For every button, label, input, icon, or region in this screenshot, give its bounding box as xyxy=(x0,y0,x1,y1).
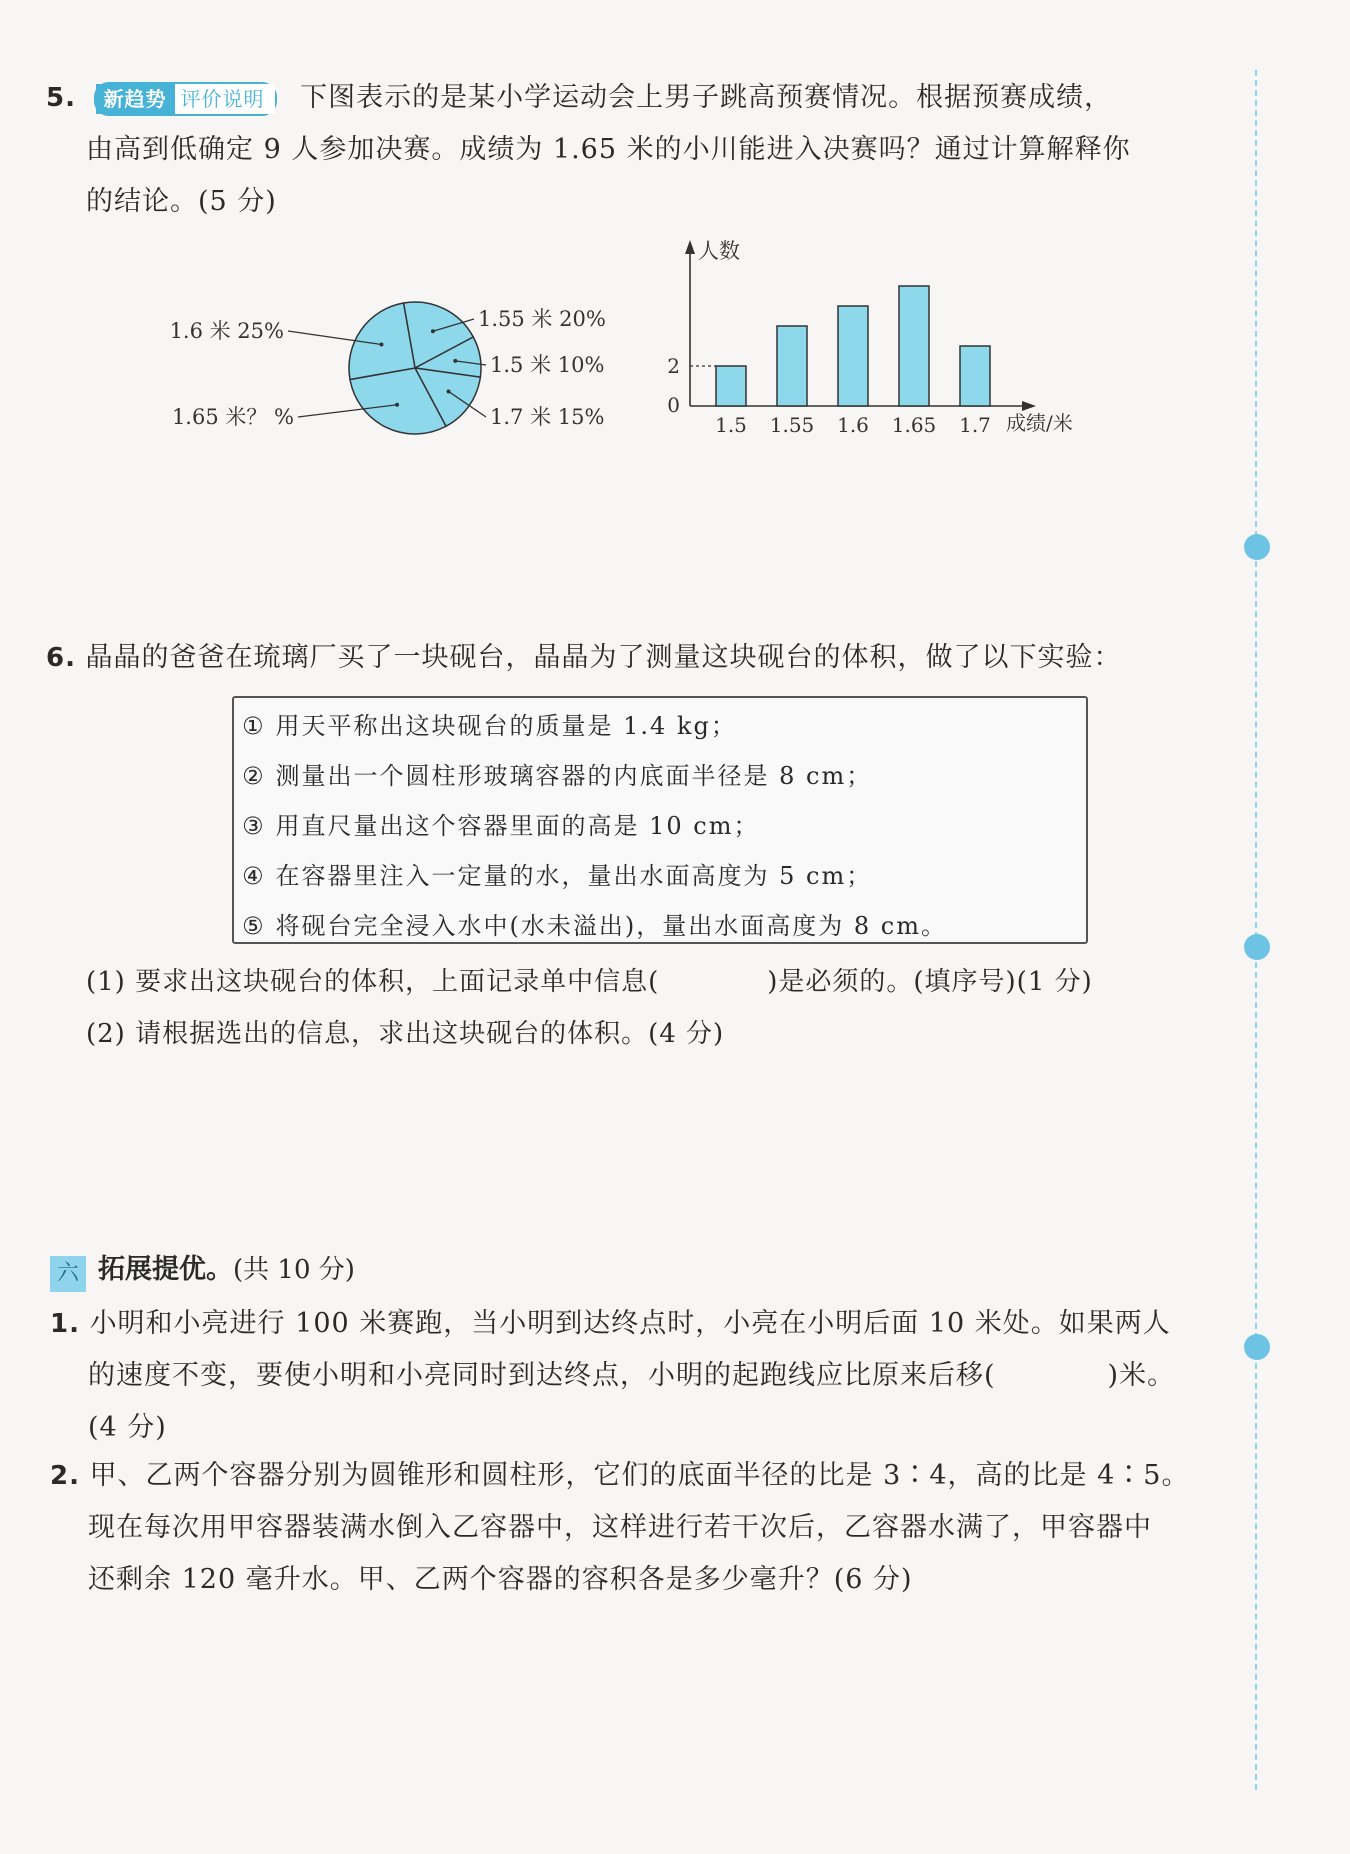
question-text: 甲、乙两个容器分别为圆锥形和圆柱形，它们的底面半径的比是 3∶4，高的比是 4∶5。 xyxy=(89,1460,1190,1491)
question-text: 现在每次用甲容器装满水倒入乙容器中，这样进行若干次后，乙容器水满了，甲容器中 xyxy=(88,1512,1152,1543)
x-tick-label: 1.7 xyxy=(959,413,991,437)
question-text: 的速度不变，要使小明和小亮同时到达终点，小明的起跑线应比原来后移( )米。 xyxy=(88,1360,1176,1391)
margin-dot xyxy=(1244,534,1270,560)
bar xyxy=(899,286,929,406)
record-item xyxy=(242,706,737,741)
record-text: 测量出一个圆柱形玻璃容器的内底面半径是 8 cm； xyxy=(275,762,873,790)
pie-slice-label: 1.55 米 20% xyxy=(478,307,606,331)
problem-1 xyxy=(50,1298,1250,1458)
question-text: 晶晶的爸爸在琉璃厂买了一块砚台，晶晶为了测量这块砚台的体积，做了以下实验： xyxy=(85,642,1122,673)
pie-slice-label: 1.5 米 10% xyxy=(490,353,605,377)
x-axis-label: 成绩/米 xyxy=(1006,411,1073,435)
pie-slice-label: 1.6 米 25% xyxy=(169,319,284,343)
circled-number: ③ xyxy=(242,812,266,840)
x-tick-label: 1.5 xyxy=(715,413,747,437)
pie-leader-tip xyxy=(453,359,457,363)
pie-slice-label: 1.65 米？ % xyxy=(171,405,294,429)
question-text: 的结论。(5 分) xyxy=(86,186,277,217)
pie-leader-tip xyxy=(447,389,451,393)
subquestion-1: (1) 要求出这块砚台的体积，上面记录单中信息( )是必须的。(填序号)(1 分) xyxy=(86,967,1093,997)
pie-leader-tip xyxy=(395,403,399,407)
circled-number: ① xyxy=(242,712,266,740)
section-6-heading xyxy=(50,1248,355,1292)
problem-2 xyxy=(50,1450,1250,1610)
margin-dot xyxy=(1244,934,1270,960)
question-text: 还剩余 120 毫升水。甲、乙两个容器的容积各是多少毫升？(6 分) xyxy=(88,1564,913,1595)
bar xyxy=(777,326,807,406)
y-axis-arrow xyxy=(685,240,695,254)
question-text: 由高到低确定 9 人参加决赛。成绩为 1.65 米的小川能进入决赛吗？通过计算解释你 xyxy=(86,134,1131,165)
question-number: 5. xyxy=(46,83,76,113)
y-axis-label: 人数 xyxy=(698,239,740,263)
bar xyxy=(838,306,868,406)
pie-slice-label: 1.7 米 15% xyxy=(490,405,605,429)
question-number: 6. xyxy=(46,643,76,673)
pie-leader-tip xyxy=(379,343,383,347)
x-axis-arrow xyxy=(1022,401,1036,411)
tag-light: 评价说明 xyxy=(175,84,275,114)
y-tick-label: 2 xyxy=(667,354,680,378)
section-score: (共 10 分) xyxy=(233,1255,355,1285)
x-tick-label: 1.6 xyxy=(837,413,869,437)
circled-number: ④ xyxy=(242,862,266,890)
x-tick-label: 1.65 xyxy=(891,413,937,437)
record-text: 在容器里注入一定量的水，量出水面高度为 5 cm； xyxy=(275,862,873,890)
question-text: 小明和小亮进行 100 米赛跑，当小明到达终点时，小亮在小明后面 10 米处。如果两人 xyxy=(89,1308,1171,1339)
question-text: (4 分) xyxy=(88,1412,167,1443)
tag-strong: 新趋势 xyxy=(96,84,175,114)
pie-chart xyxy=(169,280,640,460)
trend-tag xyxy=(94,82,277,116)
bar-chart xyxy=(660,230,1120,450)
bar xyxy=(960,346,990,406)
question-6 xyxy=(46,632,1246,692)
record-text: 用天平称出这块砚台的质量是 1.4 kg； xyxy=(275,712,737,740)
subquestion-2: (2) 请根据选出的信息，求出这块砚台的体积。(4 分) xyxy=(86,1019,725,1049)
question-number: 2. xyxy=(50,1461,80,1491)
record-item xyxy=(242,756,872,791)
margin-dashed-line xyxy=(1255,70,1257,1790)
section-number-badge: 六 xyxy=(50,1256,86,1292)
question-text: 下图表示的是某小学运动会上男子跳高预赛情况。根据预赛成绩， xyxy=(300,82,1113,113)
circled-number: ② xyxy=(242,762,266,790)
pie-leader-tip xyxy=(431,329,435,333)
section-title: 拓展提优。 xyxy=(98,1254,233,1285)
bar xyxy=(716,366,746,406)
question-6-subparts xyxy=(86,956,1246,1066)
record-text: 将砚台完全浸入水中(水未溢出)，量出水面高度为 8 cm。 xyxy=(275,912,947,940)
record-text: 用直尺量出这个容器里面的高是 10 cm； xyxy=(275,812,760,840)
y-tick-label: 0 xyxy=(667,393,680,417)
record-sheet xyxy=(232,696,1088,944)
x-tick-label: 1.55 xyxy=(769,413,815,437)
record-item xyxy=(242,856,872,891)
question-number: 1. xyxy=(50,1309,80,1339)
record-item xyxy=(242,906,947,941)
record-item xyxy=(242,806,760,841)
circled-number: ⑤ xyxy=(242,912,266,940)
